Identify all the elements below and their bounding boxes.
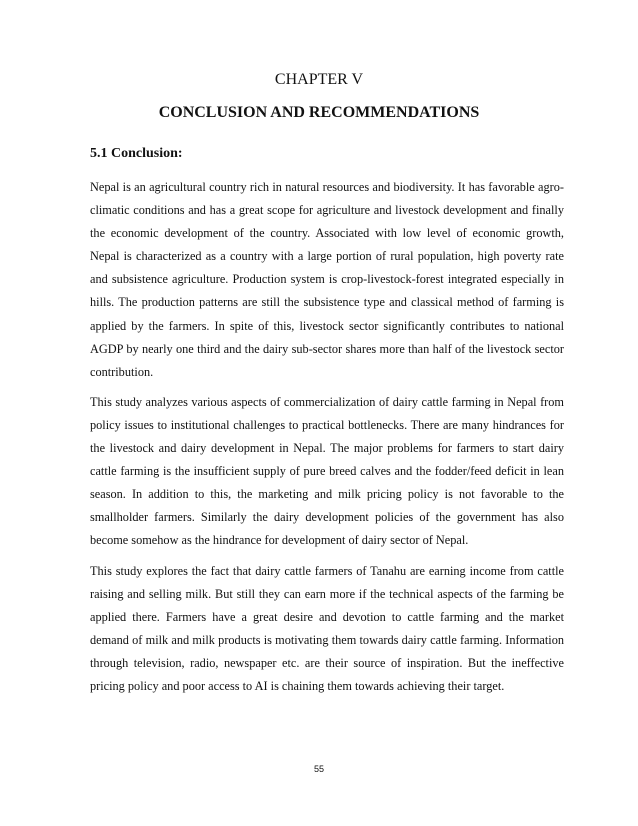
paragraph: This study analyzes various aspects of commercialization of dairy cattle farming in Nepal from policy issues to institutional challenges to practical bottlenecks. There are many hindrances for the livestock and dairy development in Nepal. The major problems for farmers to start dairy cattle farming is the insufficient supply of pure breed calves and the fodder/feed deficit in lean season. In addition to this, the marketing and milk pricing policy is not favorable to the smallholder farmers. Similarly the dairy development policies of the government has also become somehow as the hindrance for development of dairy sector of Nepal. <box>90 394 564 548</box>
section-heading: 5.1 Conclusion: <box>90 146 183 161</box>
page-number: 55 <box>313 764 324 774</box>
paragraph: Nepal is an agricultural country rich in natural resources and biodiversity. It has favorable agro-climatic conditions and has a great scope for agriculture and livestock development and finally the economic development of the country. Associated with low level of economic growth, Nepal is characterized as a country with a large portion of rural population, high poverty rate and subsistence agriculture. Production system is crop-livestock-forest integrated especially in hills. The production patterns are still the subsistence type and classical method of farming is applied by the farmers. In spite of this, livestock sector significantly contributes to national AGDP by nearly one third and the dairy sub-sector shares more than half of the livestock sector contribution. <box>90 180 564 379</box>
body-text <box>90 176 564 705</box>
chapter-label: CHAPTER V <box>274 71 364 88</box>
chapter-title: CONCLUSION AND RECOMMENDATIONS <box>158 104 480 121</box>
paragraph: This study explores the fact that dairy cattle farmers of Tanahu are earning income from cattle raising and selling milk. But still they can earn more if the technical aspects of the farming be applied there. Farmers have a great desire and devotion to cattle farming and the market demand of milk and milk products is motivating them towards dairy cattle farming. Information through television, radio, newspaper etc. are their source of inspiration. But the ineffective pricing policy and poor access to AI is chaining them towards achieving their target. <box>90 563 564 693</box>
